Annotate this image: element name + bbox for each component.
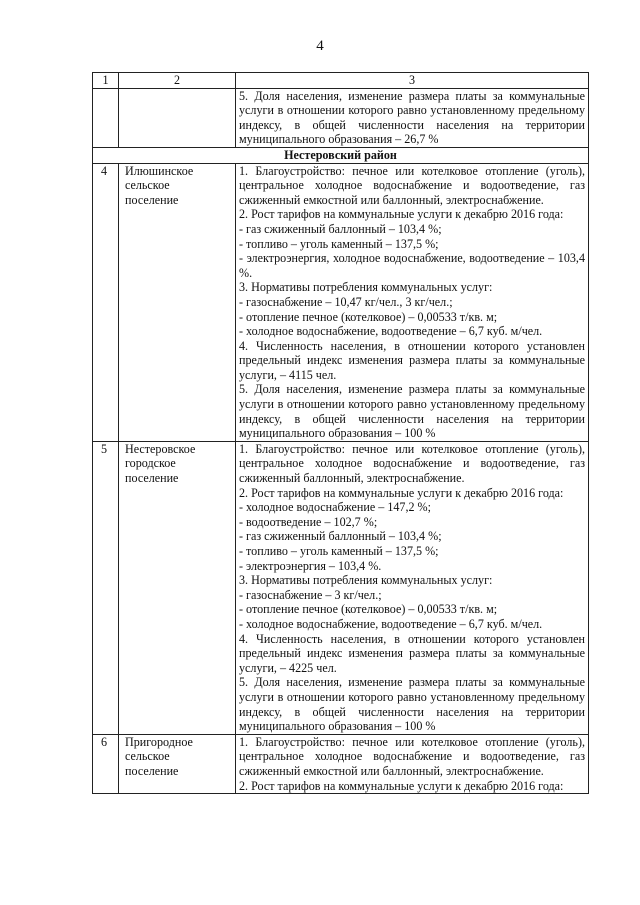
detail-line: 4. Численность населения, в отношении которого установлен предельный индекс изменения размера платы за коммунальные услуги, – 4225 чел. xyxy=(239,631,585,675)
detail-line: 1. Благоустройство: печное или котелковое отопление (уголь), центральное холодное водоснабжение и водоотведение, газ сжиженный баллонный, электроснабжение. xyxy=(239,441,585,486)
detail-line: 1. Благоустройство: печное или котелковое отопление (уголь), центральное холодное водоснабжение и водоотведение, газ сжиженный емкостной или баллонный, электроснабжение. xyxy=(239,163,585,207)
detail-line: - электроэнергия – 103,4 %. xyxy=(239,558,382,573)
detail-line: 4. Численность населения, в отношении которого установлен предельный индекс изменения размера платы за коммунальные услуги, – 4115 чел. xyxy=(239,338,585,382)
header-col-1: 1 xyxy=(93,73,119,89)
detail-line: 3. Нормативы потребления коммунальных услуг: xyxy=(239,573,493,588)
detail-line: 5. Доля населения, изменение размера платы за коммунальные услуги в отношении которого равно установленному предельному индексу, в общей численности населения на территории муниципального образования – 100 % xyxy=(239,675,585,734)
row-number: 4 xyxy=(93,163,119,441)
settlement-details xyxy=(236,734,589,793)
detail-line: - топливо – уголь каменный – 137,5 %; xyxy=(239,544,439,558)
header-col-2: 2 xyxy=(119,73,236,89)
municipal-tariff-table xyxy=(92,72,589,794)
settlement-name: Илюшинское сельское поселение xyxy=(119,163,236,441)
detail-line: - газоснабжение – 3 кг/чел.; xyxy=(239,587,382,602)
page-number: 4 xyxy=(316,38,324,54)
detail-line: - отопление печное (котелковое) – 0,00533 т/кв. м; xyxy=(239,309,498,324)
detail-line: - газ сжиженный баллонный – 103,4 %; xyxy=(239,529,442,544)
district-title: Нестеровский район xyxy=(93,147,589,163)
district-row xyxy=(93,147,589,163)
detail-line: 5. Доля населения, изменение размера платы за коммунальные услуги в отношении которого равно установленному предельному индексу, в общей численности населения на территории муниципального образования – 100 % xyxy=(239,382,585,441)
detail-line: - газ сжиженный баллонный – 103,4 %; xyxy=(239,221,442,236)
detail-line: - отопление печное (котелковое) – 0,00533 т/кв. м; xyxy=(239,602,498,617)
continued-row-text: 5. Доля населения, изменение размера платы за коммунальные услуги в отношении которого равно установленному предельному индексу, в общей численности населения на территории муниципального образования – 26,7 % xyxy=(236,88,589,147)
row-number: 5 xyxy=(93,441,119,734)
settlement-rows xyxy=(93,163,589,794)
settlement-name: Нестеровское городское поселение xyxy=(119,441,236,734)
table-row xyxy=(93,163,589,441)
detail-line: 2. Рост тарифов на коммунальные услуги к декабрю 2016 года: xyxy=(239,485,564,500)
detail-line: 2. Рост тарифов на коммунальные услуги к декабрю 2016 года: xyxy=(239,778,564,793)
continued-row xyxy=(93,88,589,147)
detail-line: - водоотведение – 102,7 %; xyxy=(239,514,378,529)
detail-line: - холодное водоснабжение, водоотведение – 6,7 куб. м/чел. xyxy=(239,324,543,339)
row-number: 6 xyxy=(93,734,119,793)
settlement-details xyxy=(236,163,589,441)
detail-line: - топливо – уголь каменный – 137,5 %; xyxy=(239,236,439,251)
detail-line: 1. Благоустройство: печное или котелковое отопление (уголь), центральное холодное водоснабжение и водоотведение, газ сжиженный емкостной или баллонный, электроснабжение. xyxy=(239,734,585,778)
settlement-name: Пригородное сельское поселение xyxy=(119,734,236,793)
detail-line: - газоснабжение – 10,47 кг/чел., 3 кг/чел.; xyxy=(239,294,453,309)
detail-line: 3. Нормативы потребления коммунальных услуг: xyxy=(239,280,493,295)
settlement-details xyxy=(236,441,589,734)
detail-line: 2. Рост тарифов на коммунальные услуги к декабрю 2016 года: xyxy=(239,207,564,222)
detail-line: - холодное водоснабжение, водоотведение – 6,7 куб. м/чел. xyxy=(239,616,543,631)
detail-line: - электроэнергия, холодное водоснабжение, водоотведение – 103,4 %. xyxy=(239,251,585,280)
table-header-row xyxy=(93,73,589,89)
table-row xyxy=(93,441,589,734)
table-row xyxy=(93,734,589,793)
header-col-3: 3 xyxy=(236,73,589,89)
detail-line: - холодное водоснабжение – 147,2 %; xyxy=(239,500,431,515)
